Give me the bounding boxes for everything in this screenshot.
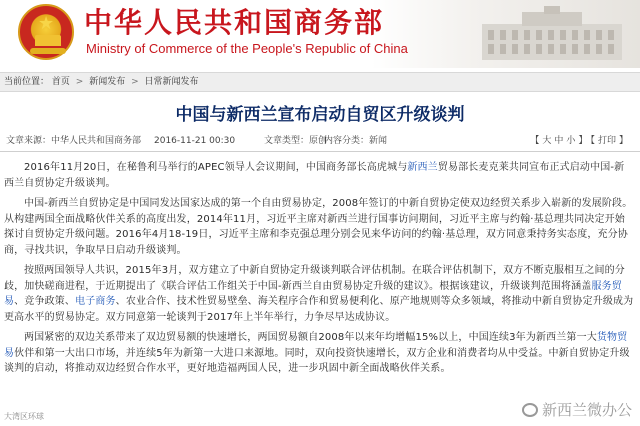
paragraph-text: 贸易部长麦克莱共同宣布正式启动中国-新西兰自贸协定升级谈判。 <box>4 162 625 189</box>
keyword-link[interactable]: 新西兰 <box>407 162 438 173</box>
article-source: 文章来源：中华人民共和国商务部 <box>6 136 142 146</box>
breadcrumb-prefix: 当前位置： <box>4 77 50 87</box>
breadcrumb-separator: > <box>131 77 139 87</box>
paragraph-text: 2016年11月20日，在秘鲁利马举行的APEC领导人会议期间，中国商务部长高虎城与 <box>24 162 408 173</box>
print-button[interactable]: 打印 <box>597 136 616 146</box>
article-type: 文章类型：原创 <box>264 136 328 146</box>
keyword-link[interactable]: 货物贸易 <box>4 332 628 359</box>
font-medium-button[interactable]: 中 <box>554 136 564 146</box>
article-paragraph <box>4 263 634 325</box>
paragraph-text: 中国-新西兰自贸协定是中国同发达国家达成的第一个自由贸易协定，2008年签订的中新自贸协定使双边经贸关系步入崭新的发展阶段。从构建两国全面战略伙伴关系的高度出发，2014年11月，习近平主席对新西兰进行国事访问期间，习近平主席与约翰·基总理共同决定开始探讨自贸协定升级问题。2016年4月18-19日，习近平主席和李克强总理分别会见来华访问的约翰·基总理，双方同意秉持务实态度，充分协商，寻找共识，争取早日启动升级谈判。 <box>4 198 633 256</box>
breadcrumb <box>0 72 640 92</box>
article-paragraph <box>4 196 634 258</box>
breadcrumb-news-link[interactable]: 新闻发布 <box>89 77 126 87</box>
paragraph-text: 、农业合作、技术性贸易壁垒、海关程序合作和贸易便利化、原产地规则等众多领域，将推动中新自贸协定升级成为更高水平的贸易协定。双方同意第一轮谈判于2017年上半年举行，力争尽早达成协议。 <box>4 296 634 323</box>
bracket-close: 】 <box>578 136 588 146</box>
article-meta <box>0 132 640 152</box>
keyword-link[interactable]: 电子商务 <box>75 296 116 307</box>
breadcrumb-separator: > <box>75 77 84 87</box>
watermark-left: 大湾区环球 <box>4 412 44 421</box>
breadcrumb-daily-news-link[interactable]: 日常新闻发布 <box>144 77 199 87</box>
watermark <box>522 399 632 420</box>
watermark-text: 新西兰微办公 <box>541 401 632 419</box>
article-time: 2016-11-21 00:30 <box>154 136 236 146</box>
article-paragraph <box>4 160 634 191</box>
wechat-icon <box>522 403 538 417</box>
font-large-button[interactable]: 大 <box>542 136 552 146</box>
bracket-open: 【 <box>590 136 595 146</box>
keyword-link[interactable]: 服务贸易 <box>4 280 622 307</box>
ministry-building-icon <box>452 6 636 64</box>
breadcrumb-home-link[interactable]: 首页 <box>51 77 70 87</box>
paragraph-text: 、竞争政策、 <box>14 296 76 307</box>
article-category: 内容分类：新闻 <box>324 136 388 146</box>
article-paragraph <box>4 330 634 377</box>
bracket-close: 】 <box>618 136 628 146</box>
paragraph-text: 两国紧密的双边关系带来了双边贸易额的快速增长，两国贸易额自2008年以来年均增幅15%以上，中国连续3年为新西兰第一大 <box>24 332 597 343</box>
ministry-name-cn[interactable]: 中华人民共和国商务部 <box>84 6 385 39</box>
paragraph-text: 伙伴和第一大出口市场，并连续5年为新第一大进口来源地。同时，双向投资快速增长，双方企业和消费者均从中受益。中新自贸协定升级谈判的启动，将推动双边经贸合作水平，更好地造福两国人民，进一步巩固中新全面战略伙伴关系。 <box>4 347 630 374</box>
ministry-name-en[interactable]: Ministry of Commerce of the People's Republic of China <box>86 41 408 56</box>
bracket-open: 【 <box>530 136 540 146</box>
paragraph-text: 按照两国领导人共识，2015年3月，双方建立了中新自贸协定升级谈判联合评估机制。在联合评估机制下，双方不断克服相互之间的分歧，加快磋商进程，于近期提出了《联合评估工作组关于中国-新西兰自由贸易协定升级的建议》。根据该建议，升级谈判范围将涵盖 <box>4 265 625 292</box>
article-title: 中国与新西兰宣布启动自贸区升级谈判 <box>175 105 465 125</box>
national-emblem-icon: ★ <box>18 4 74 60</box>
site-header <box>0 0 640 68</box>
font-small-button[interactable]: 小 <box>566 136 576 146</box>
article-body <box>4 160 634 382</box>
article-tools <box>527 132 628 150</box>
